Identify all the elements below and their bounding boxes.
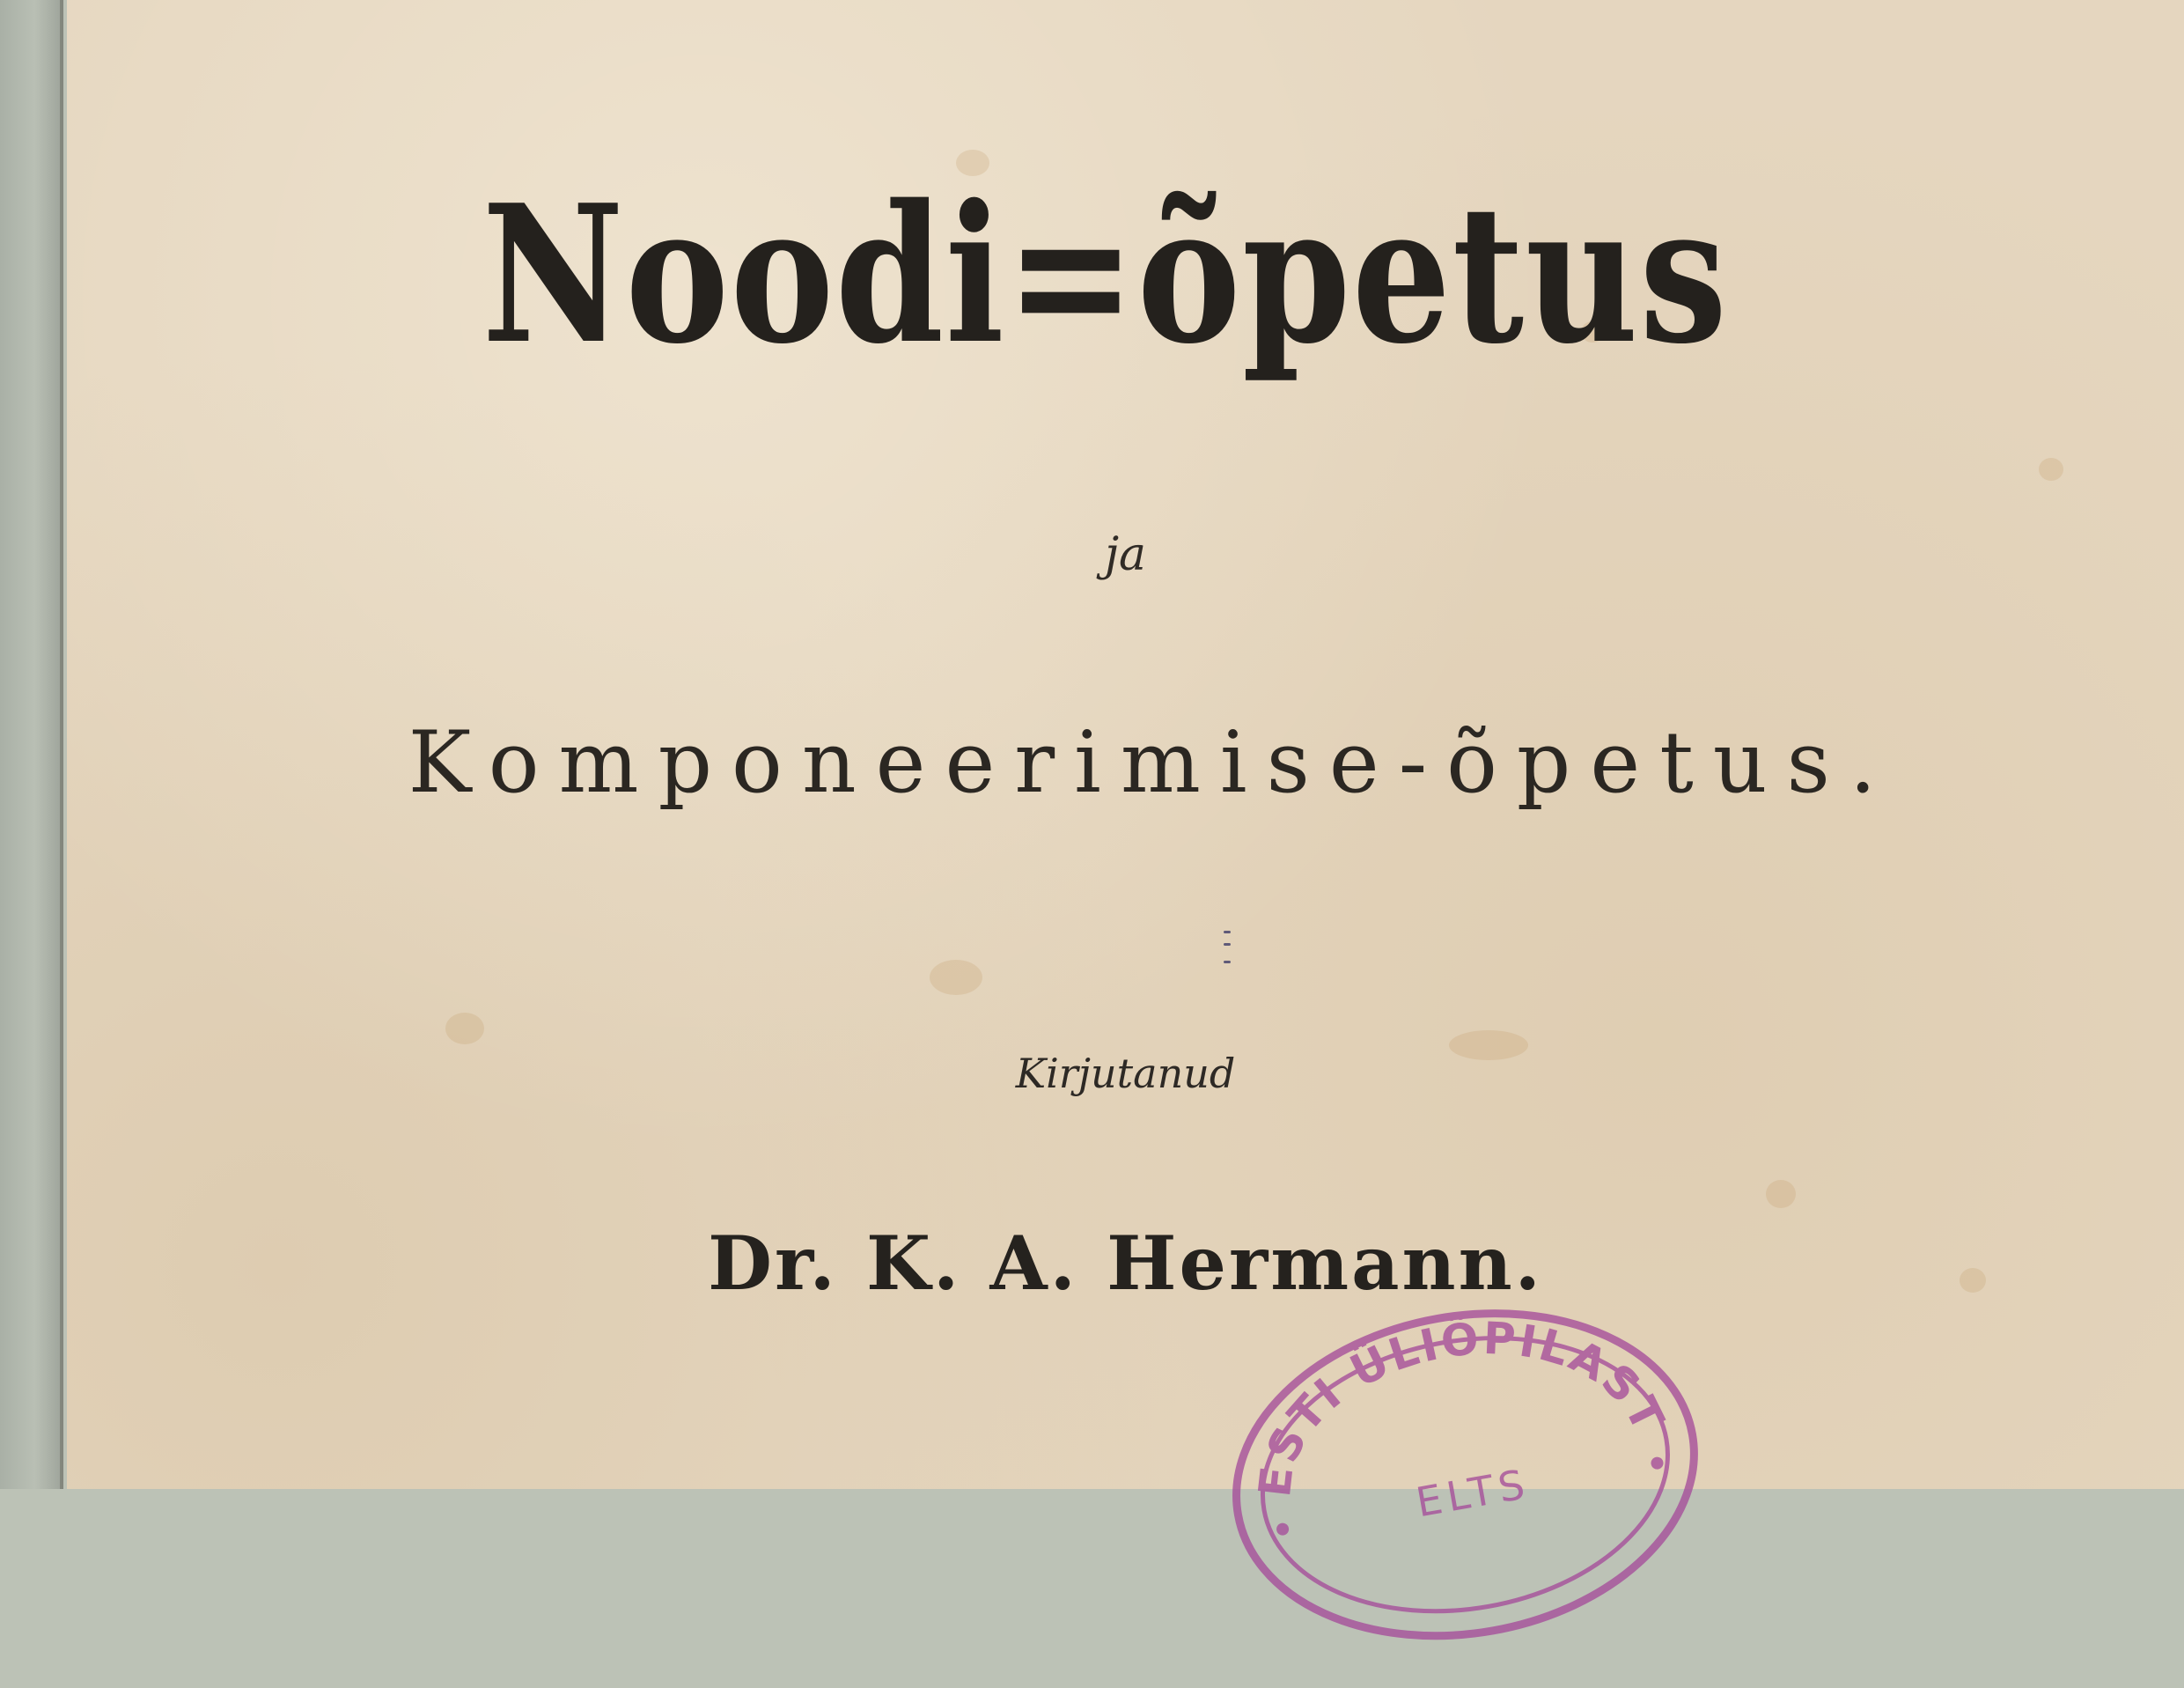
stamp-text: EESTI ÜLIÕPILASTE xyxy=(1174,1277,1675,1500)
title-page xyxy=(67,0,2184,1527)
book-subtitle: Komponeerimise-õpetus. xyxy=(408,713,1896,812)
ink-mark xyxy=(1220,929,1232,973)
byline-label: Kirjutanud xyxy=(1015,1050,1236,1097)
paper-stain xyxy=(445,1013,484,1044)
book-binding-strip xyxy=(0,0,63,1489)
book-title: Noodi=õpetus xyxy=(482,163,1729,386)
title-conjunction: ja xyxy=(1104,528,1147,581)
paper-stain xyxy=(930,960,982,995)
paper-stain xyxy=(2039,458,2063,481)
author-name: Dr. K. A. Hermann. xyxy=(708,1220,1543,1307)
stamp-partial-text: ELTS xyxy=(1412,1459,1533,1527)
paper-stain xyxy=(1766,1180,1796,1208)
